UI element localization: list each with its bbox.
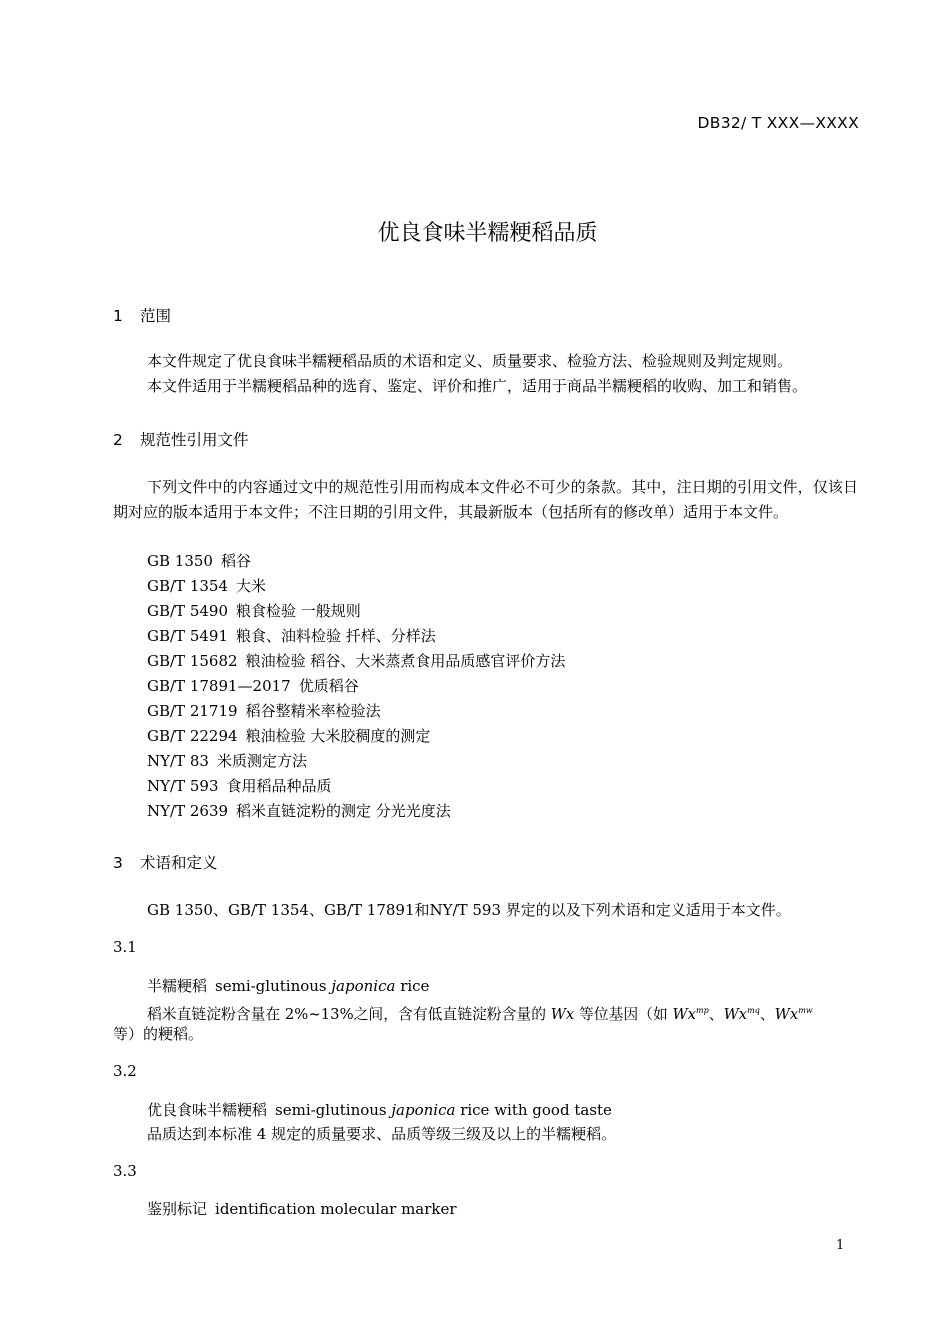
- term-3-1-number: 3.1: [113, 938, 137, 956]
- section-title: 规范性引用文件: [140, 431, 249, 449]
- reference-item: GB/T 1354 大米: [147, 577, 267, 595]
- section-number: 3: [113, 854, 123, 872]
- reference-item: NY/T 593 食用稻品种品质: [147, 777, 332, 795]
- section-2-heading: [113, 428, 249, 450]
- term-3-1-title: 半糯粳稻 semi-glutinous japonica rice: [147, 977, 430, 995]
- term-3-2-definition: 品质达到本标准 4 规定的质量要求、品质等级三级及以上的半糯粳稻。: [147, 1125, 617, 1143]
- section-title: 术语和定义: [140, 854, 218, 872]
- term-3-2-number: 3.2: [113, 1062, 137, 1080]
- section-3-heading: [113, 851, 218, 873]
- reference-item: GB/T 15682 粮油检验 稻谷、大米蒸煮食用品质感官评价方法: [147, 652, 566, 670]
- page-number: 1: [836, 1238, 845, 1253]
- section-1-paragraph-1: 本文件规定了优良食味半糯粳稻品质的术语和定义、质量要求、检验方法、检验规则及判定规则。: [147, 352, 793, 370]
- document-code: DB32/ T XXX—XXXX: [697, 114, 859, 132]
- reference-item: GB 1350 稻谷: [147, 552, 251, 570]
- term-3-1-definition-cont: 等）的粳稻。: [113, 1025, 204, 1043]
- term-3-1-definition: 稻米直链淀粉含量在 2%~13%之间，含有低直链淀粉含量的 Wx 等位基因（如 $Wx^{mp}$、$Wx^{mq}$、$Wx^{mw}$: [147, 1005, 813, 1023]
- reference-item: GB/T 5490 粮食检验 一般规则: [147, 602, 361, 620]
- section-1-heading: [113, 304, 171, 326]
- section-number: 2: [113, 431, 123, 449]
- reference-item: GB/T 17891—2017 优质稻谷: [147, 677, 359, 695]
- term-3-3-number: 3.3: [113, 1162, 137, 1180]
- section-number: 1: [113, 307, 123, 325]
- reference-item: NY/T 2639 稻米直链淀粉的测定 分光光度法: [147, 802, 451, 820]
- section-2-intro: 下列文件中的内容通过文中的规范性引用而构成本文件必不可少的条款。其中，注日期的引用文件，仅该日期对应的版本适用于本文件；不注日期的引用文件，其最新版本（包括所有的修改单）适用于本文件。: [113, 478, 858, 521]
- reference-item: NY/T 83 米质测定方法: [147, 752, 307, 770]
- reference-list: [147, 549, 565, 824]
- reference-item: GB/T 21719 稻谷整精米率检验法: [147, 702, 381, 720]
- term-3-2-title: 优良食味半糯粳稻 semi-glutinous japonica rice with good taste: [147, 1101, 612, 1119]
- section-1-paragraph-2: 本文件适用于半糯粳稻品种的选育、鉴定、评价和推广，适用于商品半糯粳稻的收购、加工和销售。: [147, 377, 808, 395]
- reference-item: GB/T 22294 粮油检验 大米胶稠度的测定: [147, 727, 431, 745]
- reference-item: GB/T 5491 粮食、油料检验 扦样、分样法: [147, 627, 436, 645]
- section-3-intro: GB 1350、GB/T 1354、GB/T 17891和NY/T 593 界定的以及下列术语和定义适用于本文件。: [147, 901, 791, 919]
- term-3-3-title: 鉴别标记 identification molecular marker: [147, 1200, 457, 1218]
- section-title: 范围: [140, 307, 172, 325]
- document-title: 优良食味半糯粳稻品质: [377, 221, 598, 246]
